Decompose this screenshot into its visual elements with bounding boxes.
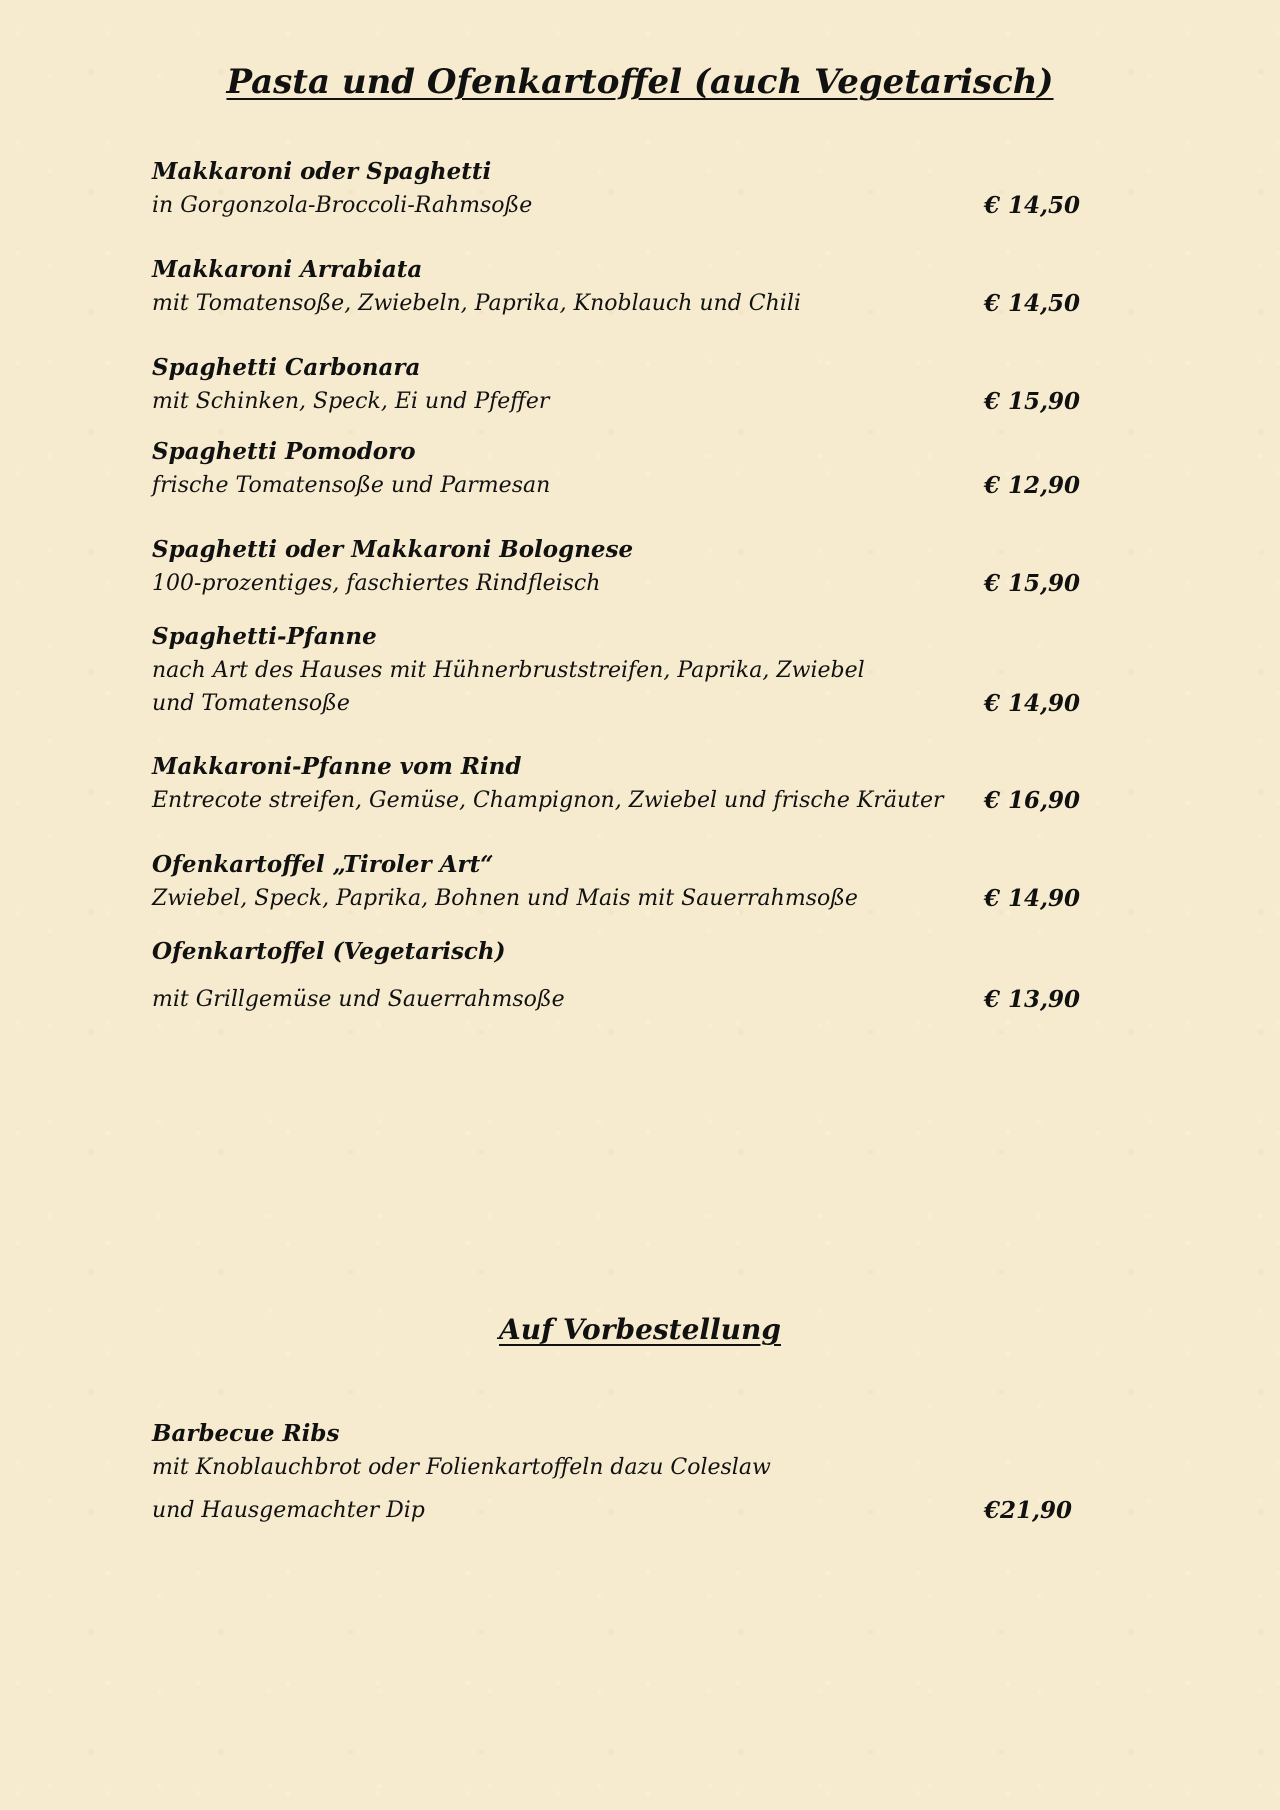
item-name: Makkaroni Arrabiata: [152, 256, 423, 283]
item-price: € 14,50: [983, 290, 1080, 317]
item-description: nach Art des Hauses mit Hühnerbruststreifen, Paprika, Zwiebel: [152, 658, 865, 683]
section-title-pasta: Pasta und Ofenkartoffel (auch Vegetarisch): [226, 62, 1054, 102]
menu-item: [152, 155, 1080, 222]
item-name: Spaghetti Pomodoro: [152, 438, 416, 465]
item-description: und Hausgemachter Dip: [152, 1498, 425, 1523]
item-description: und Tomatensoße: [152, 691, 350, 716]
item-name: Barbecue Ribs: [152, 1420, 340, 1447]
item-price: € 12,90: [983, 472, 1080, 499]
item-price: € 14,90: [983, 690, 1080, 717]
menu-item: [152, 935, 1080, 1016]
item-description: 100-prozentiges, faschiertes Rindfleisch: [152, 571, 601, 596]
menu-item: [152, 533, 1080, 600]
menu-item: [152, 848, 1080, 915]
item-description-row: [152, 385, 1080, 418]
section-title-preorder: Auf Vorbestellung: [499, 1313, 781, 1346]
item-description-row: [152, 654, 1080, 687]
item-price: € 14,50: [983, 192, 1080, 219]
item-description: in Gorgonzola-Broccoli-Rahmsoße: [152, 193, 533, 218]
menu-item: [152, 351, 1080, 418]
item-description: mit Tomatensoße, Zwiebeln, Paprika, Knoblauch und Chili: [152, 291, 801, 316]
item-description: mit Grillgemüse und Sauerrahmsoße: [152, 987, 565, 1012]
item-name: Spaghetti Carbonara: [152, 354, 421, 381]
item-description: mit Knoblauchbrot oder Folienkartoffeln dazu Coleslaw: [152, 1455, 771, 1480]
menu-item: [152, 620, 1080, 720]
item-name: Ofenkartoffel (Vegetarisch): [152, 938, 506, 965]
item-description-row: [152, 784, 1080, 817]
item-description: frische Tomatensoße und Parmesan: [152, 473, 551, 498]
item-price: € 15,90: [983, 570, 1080, 597]
menu-item: [152, 1417, 1072, 1527]
item-name: Spaghetti oder Makkaroni Bolognese: [152, 536, 634, 563]
item-description-row: [152, 983, 1080, 1016]
item-description: Entrecote streifen, Gemüse, Champignon, Zwiebel und frische Kräuter: [152, 788, 944, 813]
item-description-row: [152, 1494, 1072, 1527]
menu-item: [152, 750, 1080, 817]
item-description-row: [152, 287, 1080, 320]
item-description-row: [152, 1451, 1072, 1484]
item-description-row: [152, 469, 1080, 502]
item-name: Makkaroni oder Spaghetti: [152, 158, 492, 185]
item-price: € 14,90: [983, 885, 1080, 912]
item-description: Zwiebel, Speck, Paprika, Bohnen und Mais mit Sauerrahmsoße: [152, 886, 858, 911]
item-name: Ofenkartoffel „Tiroler Art“: [152, 851, 494, 878]
item-description-row: [152, 882, 1080, 915]
item-name: Spaghetti-Pfanne: [152, 623, 377, 650]
item-price: € 15,90: [983, 388, 1080, 415]
item-description-row: [152, 687, 1080, 720]
item-description-row: [152, 189, 1080, 222]
menu-item: [152, 435, 1080, 502]
item-price: €21,90: [983, 1497, 1072, 1524]
item-description-row: [152, 567, 1080, 600]
item-price: € 13,90: [983, 986, 1080, 1013]
item-price: € 16,90: [983, 787, 1080, 814]
item-description: mit Schinken, Speck, Ei und Pfeffer: [152, 389, 550, 414]
menu-item: [152, 253, 1080, 320]
item-name: Makkaroni-Pfanne vom Rind: [152, 753, 522, 780]
